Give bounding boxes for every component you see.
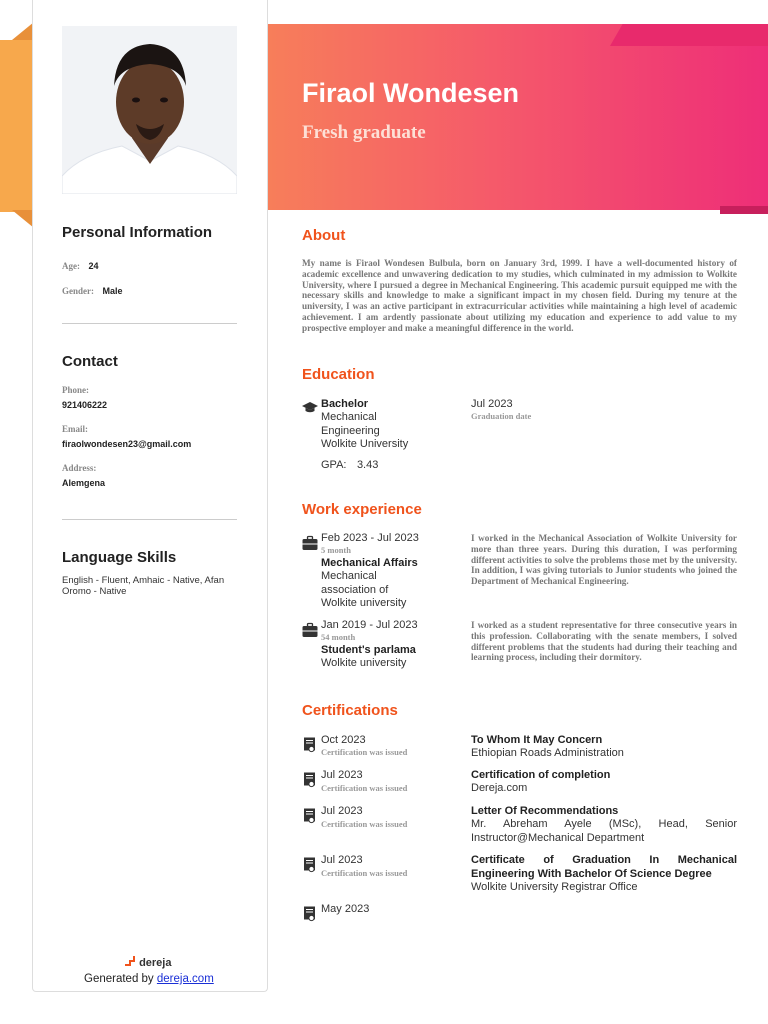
cert-issuer: Wolkite University Registrar Office [471, 881, 638, 893]
cert-issued-label: Certification was issued [321, 819, 408, 829]
about-title: About [302, 227, 346, 244]
certificate-icon [303, 737, 317, 753]
footer-generated-text: Generated by [84, 973, 157, 985]
dereja-logo-icon [124, 955, 136, 967]
language-title: Language Skills [62, 549, 177, 566]
decorative-left-band [0, 40, 34, 212]
cert-issuer: Dereja.com [471, 782, 528, 794]
briefcase-icon [302, 622, 318, 638]
cert-issued-label: Certification was issued [321, 747, 408, 757]
email-value[interactable]: firaolwondesen23@gmail.com [62, 439, 192, 449]
cert-date: Jul 2023 [321, 854, 363, 866]
graduation-cap-icon [302, 399, 318, 415]
cert-name: To Whom It May Concern [471, 734, 603, 746]
work-organization: Mechanical association of Wolkite university [321, 570, 407, 609]
work-dates: Feb 2023 - Jul 2023 [321, 532, 419, 544]
work-dates: Jan 2019 - Jul 2023 [321, 619, 418, 631]
address-label: Address: [62, 463, 97, 473]
divider [62, 323, 237, 324]
gpa-row [321, 455, 378, 473]
certifications-title: Certifications [302, 702, 398, 719]
personal-info-title: Personal Information [62, 224, 213, 241]
cert-issued-label: Certification was issued [321, 783, 408, 793]
education-school: Wolkite University [321, 438, 409, 450]
certificate-icon [303, 808, 317, 824]
certificate-icon [303, 857, 317, 873]
dereja-link[interactable]: dereja.com [156, 973, 214, 985]
work-position: Student's parlama [321, 644, 416, 656]
dereja-logo [124, 955, 171, 969]
age-value: 24 [88, 261, 99, 271]
work-organization: Wolkite university [321, 657, 407, 669]
phone-value[interactable]: 921406222 [62, 400, 108, 410]
contact-title: Contact [62, 353, 118, 370]
gender-value: Male [102, 286, 123, 296]
cert-date: Jul 2023 [321, 769, 363, 781]
email-label: Email: [62, 424, 88, 434]
certificate-icon [303, 906, 317, 922]
cert-issuer: Mr. Abreham Ayele (MSc), Head, Senior Instructor@Mechanical Department [471, 818, 737, 844]
cert-date: Oct 2023 [321, 734, 366, 746]
gender-row [62, 281, 122, 299]
decorative-left-notch-bottom [12, 210, 34, 228]
profile-role: Fresh graduate [302, 122, 426, 143]
education-degree: Bachelor [321, 398, 369, 410]
work-duration: 54 month [321, 632, 356, 642]
footer-generated [84, 973, 214, 985]
cert-issued-label: Certification was issued [321, 868, 408, 878]
cert-date: May 2023 [321, 903, 370, 915]
work-position: Mechanical Affairs [321, 557, 418, 569]
work-description: I worked as a student representative for three consecutive years in this profession. Collaborating with the senate members, I solved different problems that the students had during their teaching and learning process, including their dormitory. [471, 620, 737, 663]
graduation-date-label: Graduation date [471, 411, 532, 421]
about-text: My name is Firaol Wondesen Bulbula, born on January 3rd, 1999. I have a well-documented history of academic excellence and unwavering dedication to my studies, which culminated in my admission to Wolkite University, where I pursued a degree in Mechanical Engineering. This academic pursuit equipped me with the necessary skills and knowledge to make a significant impact in my chosen field. During my tenure at the university, I was an active participant in extracurricular activities while maintaining a high level of academic achievement. I am ardently passionate about utilizing my education and experience to add value to my prospective employer and make a meaningful difference in the world. [302, 258, 737, 333]
age-label: Age: [62, 261, 80, 271]
gender-label: Gender: [62, 286, 94, 296]
person-avatar-icon [62, 26, 237, 194]
gpa-value: 3.43 [356, 459, 379, 471]
cert-name: Letter Of Recommendations [471, 805, 619, 817]
work-title: Work experience [302, 501, 422, 518]
header-banner [268, 24, 768, 210]
header-bottom-decoration [720, 206, 768, 214]
cert-name: Certificate of Graduation In Mechanical Engineering With Bachelor Of Science Degree [471, 854, 737, 880]
work-description: I worked in the Mechanical Association of Wolkite University for more than three years. During this duration, I was performing different activities to solve the problems those met by the university. In addition, I was giving tutorials to Junior students who joined the Department of Mechanical Engineering. [471, 533, 737, 587]
header-tab-decoration [610, 24, 768, 46]
profile-name: Firaol Wondesen [302, 78, 520, 108]
cert-name: Certification of completion [471, 769, 611, 781]
address-value: Alemgena [62, 478, 106, 488]
divider [62, 519, 237, 520]
work-duration: 5 month [321, 545, 351, 555]
graduation-date: Jul 2023 [471, 398, 513, 410]
briefcase-icon [302, 535, 318, 551]
cert-issuer: Ethiopian Roads Administration [471, 747, 624, 759]
dereja-logo-text: dereja [139, 957, 172, 969]
decorative-left-notch-top [12, 22, 34, 40]
age-row [62, 256, 98, 274]
phone-label: Phone: [62, 385, 89, 395]
gpa-label: GPA: [321, 459, 347, 471]
certificate-icon [303, 772, 317, 788]
profile-photo [62, 26, 237, 194]
education-title: Education [302, 366, 375, 383]
cert-date: Jul 2023 [321, 805, 363, 817]
language-text: English - Fluent, Amhaic - Native, Afan Oromo - Native [62, 575, 225, 597]
education-field: Mechanical Engineering [321, 411, 380, 437]
